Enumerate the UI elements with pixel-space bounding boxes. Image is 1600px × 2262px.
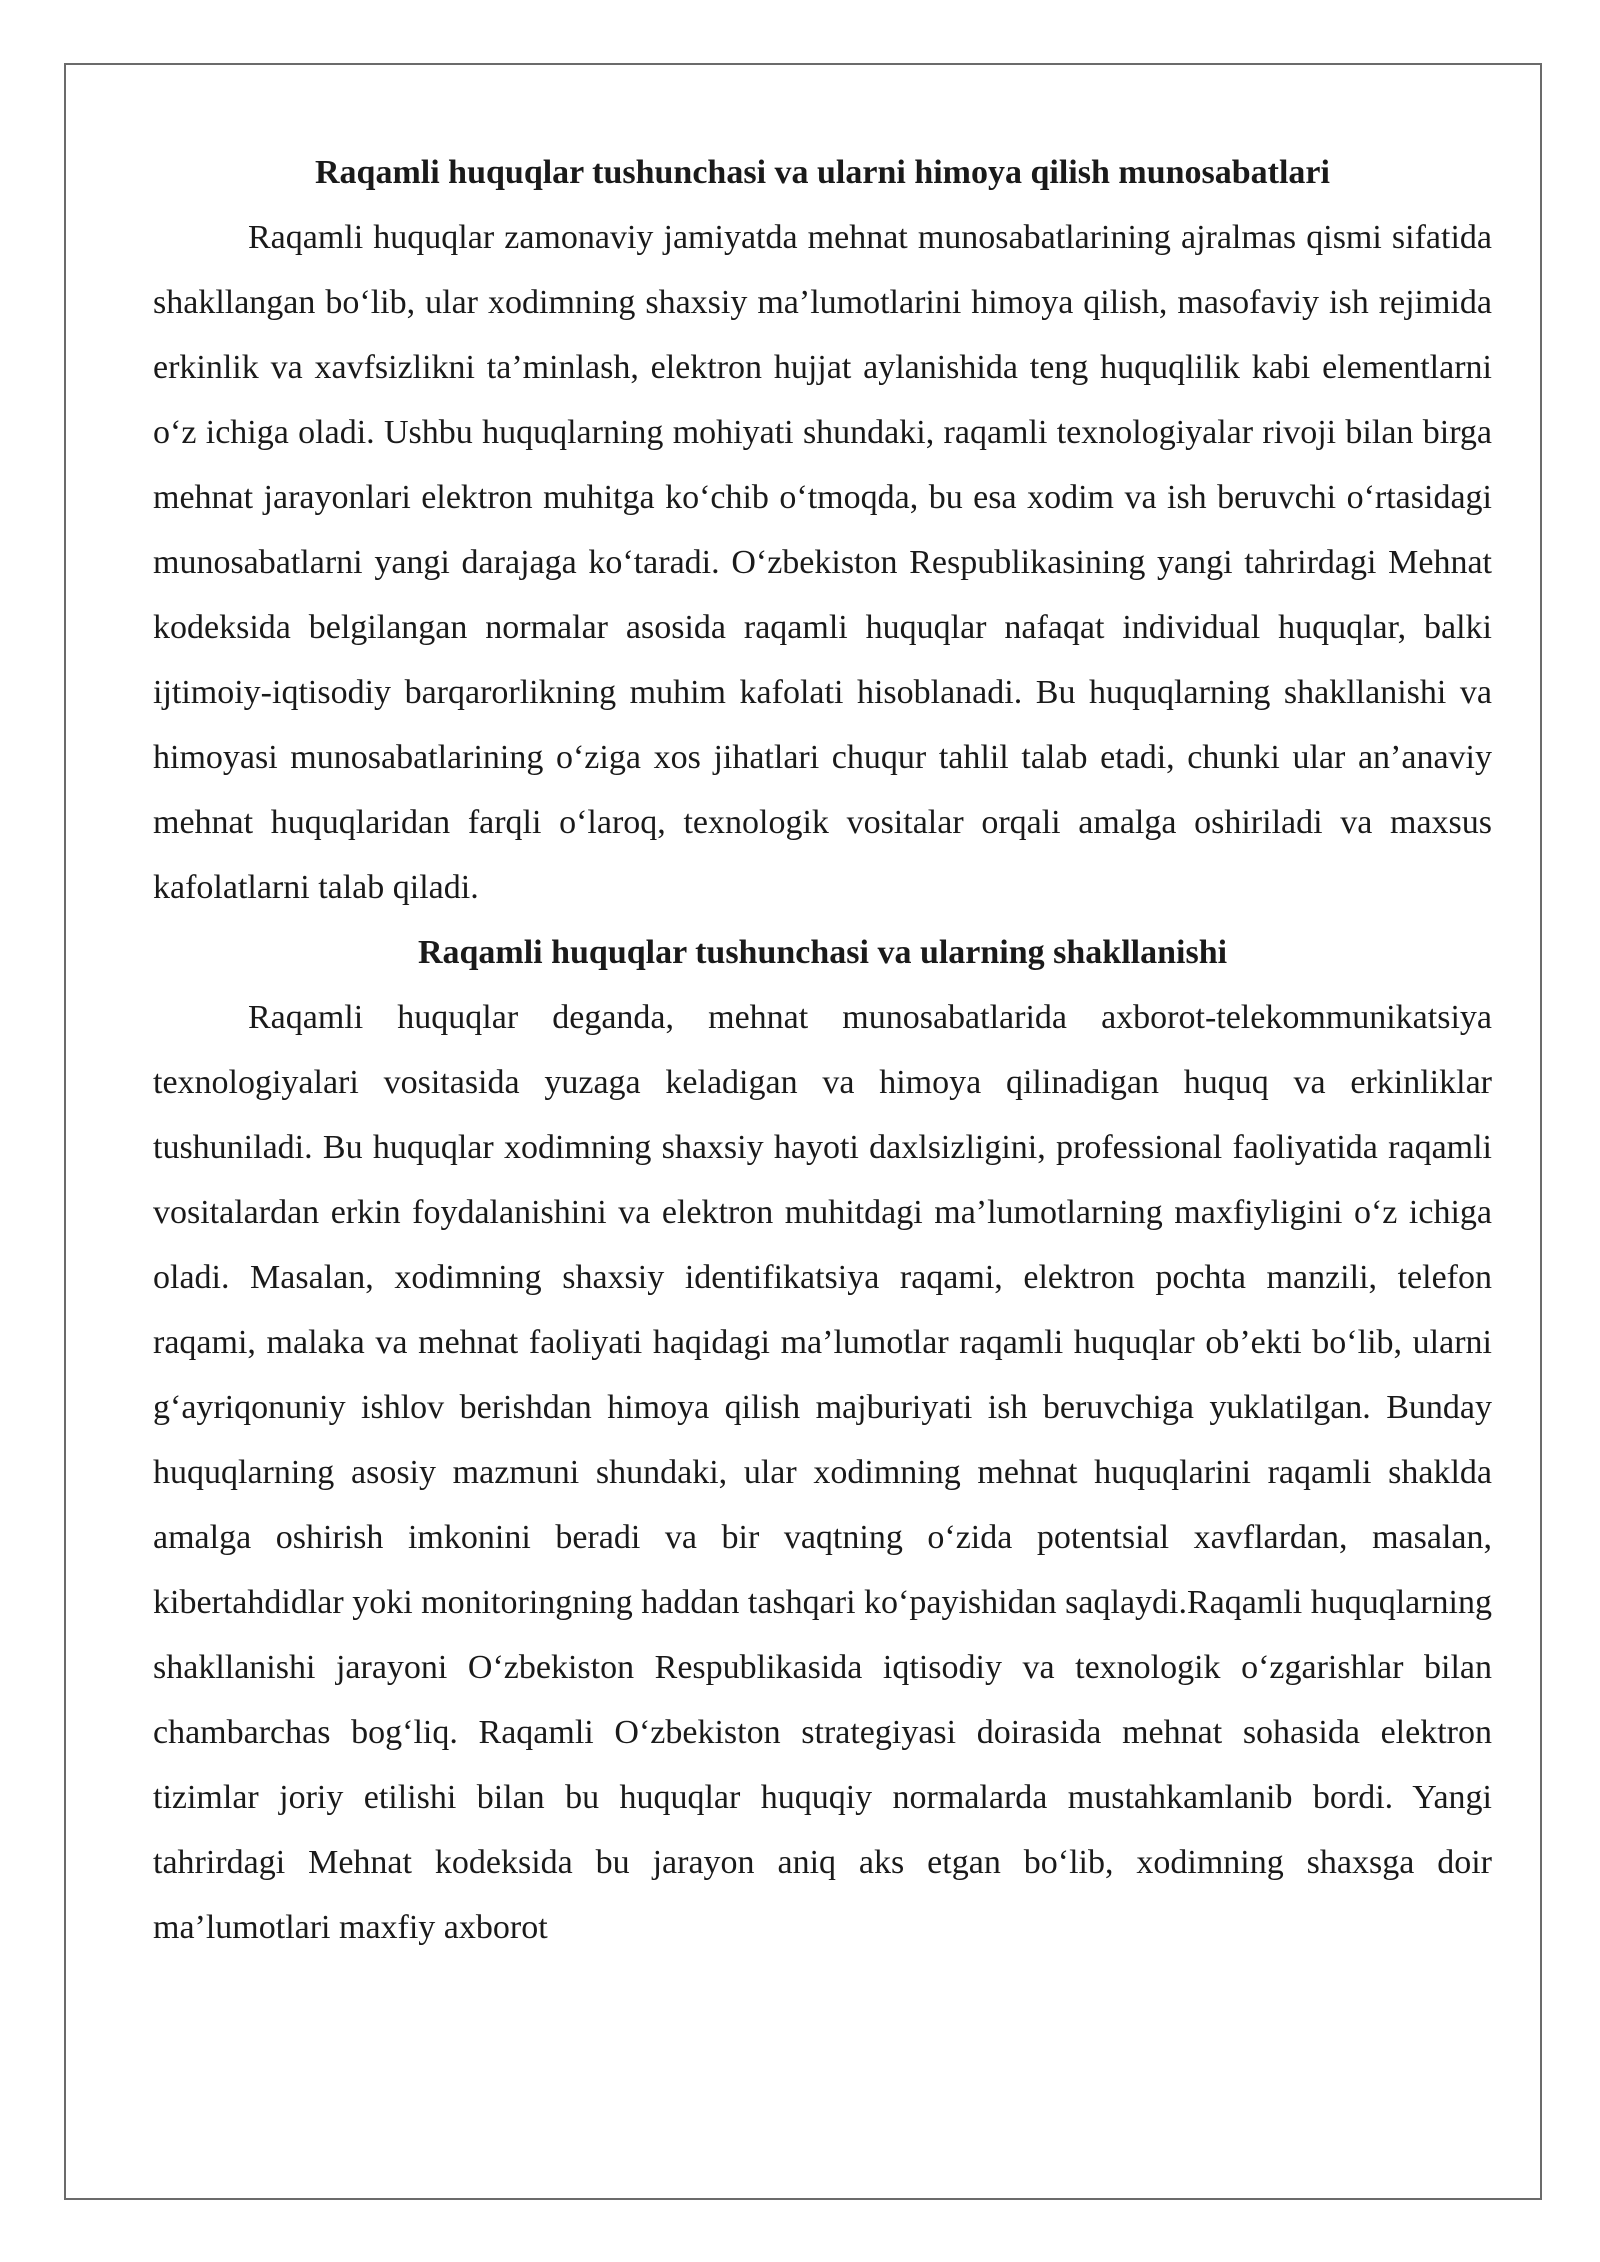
section-heading-1: Raqamli huquqlar tushunchasi va ularni himoya qilish munosabatlari xyxy=(315,154,1330,191)
document-body xyxy=(153,140,1492,1960)
paragraph-2: Raqamli huquqlar deganda, mehnat munosabatlarida axborot-telekommunikatsiya texnologiyalari vositasida yuzaga keladigan va himoya qilinadigan huquq va erkinliklar tushuniladi. Bu huquqlar xodimning shaxsiy hayoti daxlsizligini, professional faoliyatida raqamli vositalardan erkin foydalanishini va elektron muhitdagi ma’lumotlarning maxfiyligini o‘z ichiga oladi. Masalan, xodimning shaxsiy identifikatsiya raqami, elektron pochta manzili, telefon raqami, malaka va mehnat faoliyati haqidagi ma’lumotlar raqamli huquqlar ob’ekti bo‘lib, ularni g‘ayriqonuniy ishlov berishdan himoya qilish majburiyati ish beruvchiga yuklatilgan. Bunday huquqlarning asosiy mazmuni shundaki, ular xodimning mehnat huquqlarini raqamli shaklda amalga oshirish imkonini beradi va bir vaqtning o‘zida potentsial xavflardan, masalan, kibertahdidlar yoki monitoringning haddan tashqari ko‘payishidan saqlaydi.Raqamli huquqlarning shakllanishi jarayoni O‘zbekiston Respublikasida iqtisodiy va texnologik o‘zgarishlar bilan chambarchas bog‘liq. Raqamli O‘zbekiston strategiyasi doirasida mehnat sohasida elektron tizimlar joriy etilishi bilan bu huquqlar huquqiy normalarda mustahkamlanib bordi. Yangi tahrirdagi Mehnat kodeksida bu jarayon aniq aks etgan bo‘lib, xodimning shaxsga doir ma’lumotlari maxfiy axborot xyxy=(153,999,1492,1946)
paragraph-1: Raqamli huquqlar zamonaviy jamiyatda mehnat munosabatlarining ajralmas qismi sifatida shakllangan bo‘lib, ular xodimning shaxsiy ma’lumotlarini himoya qilish, masofaviy ish rejimida erkinlik va xavfsizlikni ta’minlash, elektron hujjat aylanishida teng huquqlilik kabi elementlarni o‘z ichiga oladi. Ushbu huquqlarning mohiyati shundaki, raqamli texnologiyalar rivoji bilan birga mehnat jarayonlari elektron muhitga ko‘chib o‘tmoqda, bu esa xodim va ish beruvchi o‘rtasidagi munosabatlarni yangi darajaga ko‘taradi. O‘zbekiston Respublikasining yangi tahrirdagi Mehnat kodeksida belgilangan normalar asosida raqamli huquqlar nafaqat individual huquqlar, balki ijtimoiy-iqtisodiy barqarorlikning muhim kafolati hisoblanadi. Bu huquqlarning shakllanishi va himoyasi munosabatlarining o‘ziga xos jihatlari chuqur tahlil talab etadi, chunki ular an’anaviy mehnat huquqlaridan farqli o‘laroq, texnologik vositalar orqali amalga oshiriladi va maxsus kafolatlarni talab qiladi. xyxy=(153,219,1492,906)
section-heading-2: Raqamli huquqlar tushunchasi va ularning shakllanishi xyxy=(417,934,1228,971)
